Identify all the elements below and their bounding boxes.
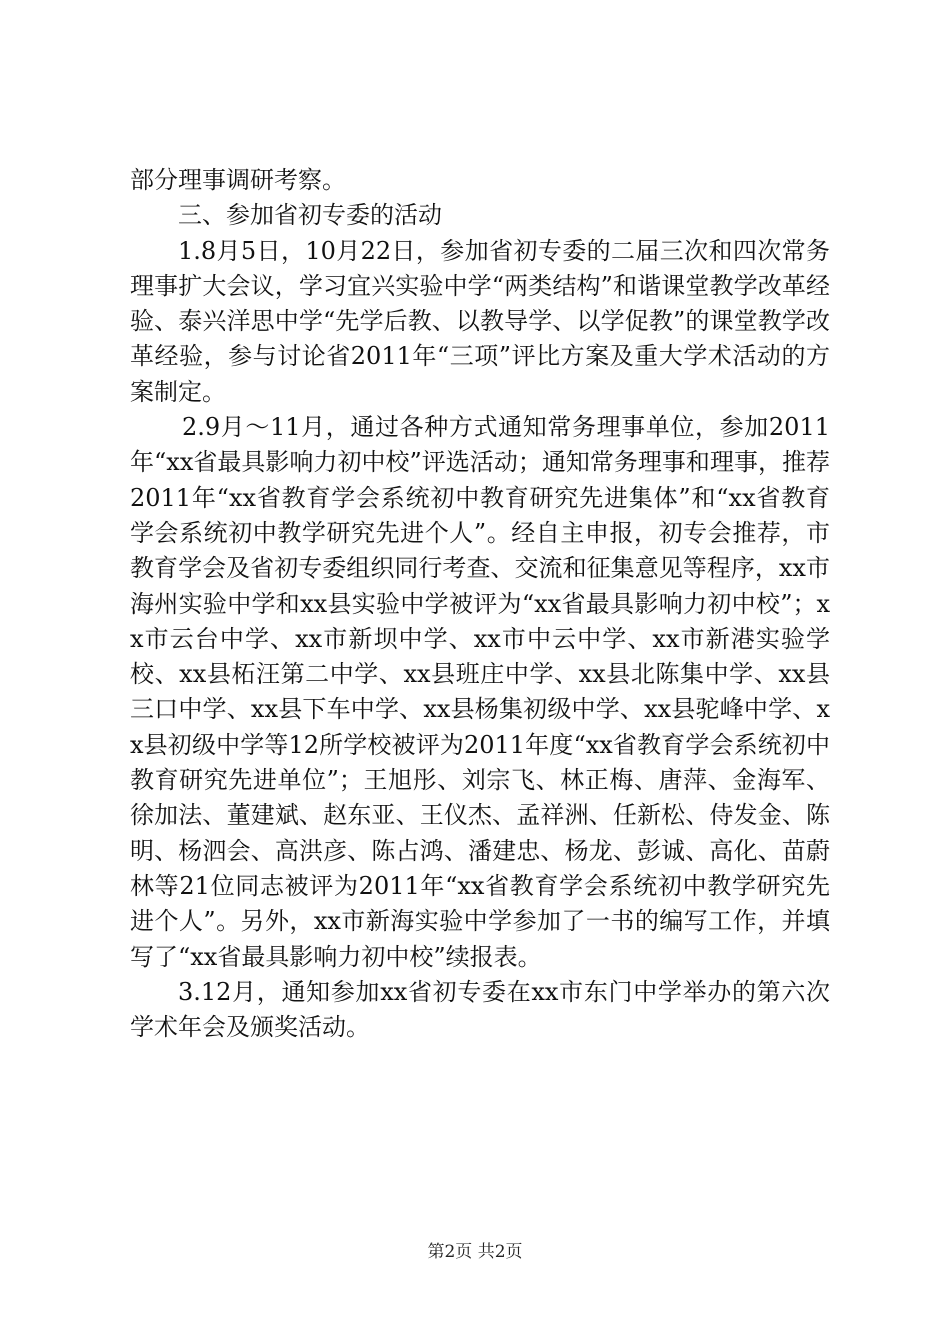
document-body [130,163,830,1045]
paragraph-item-3: 3.12月，通知参加xx省初专委在xx市东门中学举办的第六次学术年会及颁奖活动。 [130,977,830,1042]
paragraph-item-2: 2.9月～11月，通过各种方式通知常务理事单位，参加2011年“xx省最具影响力初中校”评选活动；通知常务理事和理事，推荐2011年“xx省教育学会系统初中教育研究先进集体”和“xx省教育学会系统初中教学研究先进个人”。经自主申报，初专会推荐，市教育学会及省初专委组织同行考查、交流和征集意见等程序，xx市海州实验中学和xx县实验中学被评为“xx省最具影响力初中校”；xx市云台中学、xx市新坝中学、xx市中云中学、xx市新港实验学校、xx县柘汪第二中学、xx县班庄中学、xx县北陈集中学、xx县三口中学、xx县下车中学、xx县杨集初级中学、xx县驼峰中学、xx县初级中学等12所学校被评为2011年度“xx省教育学会系统初中教育研究先进单位”；王旭彤、刘宗飞、林正梅、唐萍、金海军、徐加法、董建斌、赵东亚、王仪杰、孟祥洲、任新松、侍发金、陈明、杨泗会、高洪彦、陈占鸿、潘建忠、杨龙、彭诚、高化、苗蔚林等21位同志被评为2011年“xx省教育学会系统初中教学研究先进个人”。另外，xx市新海实验中学参加了一书的编写工作，并填写了“xx省最具影响力初中校”续报表。 [130,413,830,971]
paragraph-item-1: 1.8月5日，10月22日，参加省初专委的二届三次和四次常务理事扩大会议，学习宜兴实验中学“两类结构”和谐课堂教学改革经验、泰兴洋思中学“先学后教、以教导学、以学促教”的课堂教学改革经验，参与讨论省2011年“三项”评比方案及重大学术活动的方案制定。 [130,236,830,406]
section-heading: 三、参加省初专委的活动 [178,201,442,230]
page-footer: 第2页 共2页 [427,1242,523,1262]
paragraph-continuation: 部分理事调研考察。 [130,166,346,194]
